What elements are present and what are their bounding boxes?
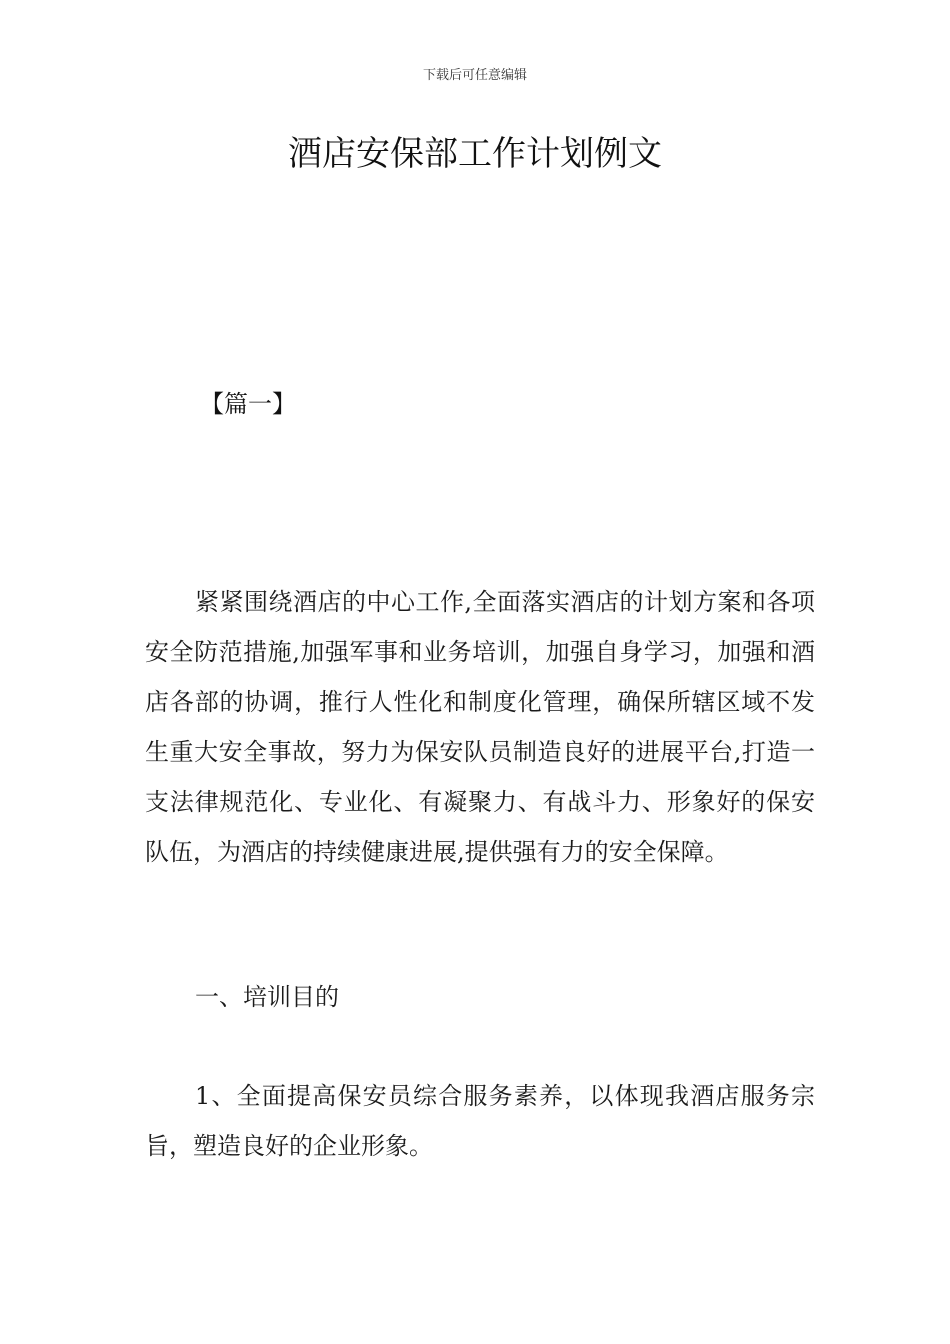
list-item-1: 1、全面提高保安员综合服务素养，以体现我酒店服务宗旨，塑造良好的企业形象。 [145,1082,815,1160]
section-heading-training-purpose: 一、培训目的 [195,983,339,1011]
intro-paragraph: 紧紧围绕酒店的中心工作,全面落实酒店的计划方案和各项安全防范措施,加强军事和业务培训，加强自身学习，加强和酒店各部的协调，推行人性化和制度化管理，确保所辖区域不发生重大安全事故，努力为保安队员制造良好的进展平台,打造一支法律规范化、专业化、有凝聚力、有战斗力、形象好的保安队伍，为酒店的持续健康进展,提供强有力的安全保障。 [145,588,815,866]
page-header-note: 下载后可任意编辑 [422,68,527,83]
document-title: 酒店安保部工作计划例文 [288,134,662,174]
section-label: 【篇一】 [200,390,296,418]
